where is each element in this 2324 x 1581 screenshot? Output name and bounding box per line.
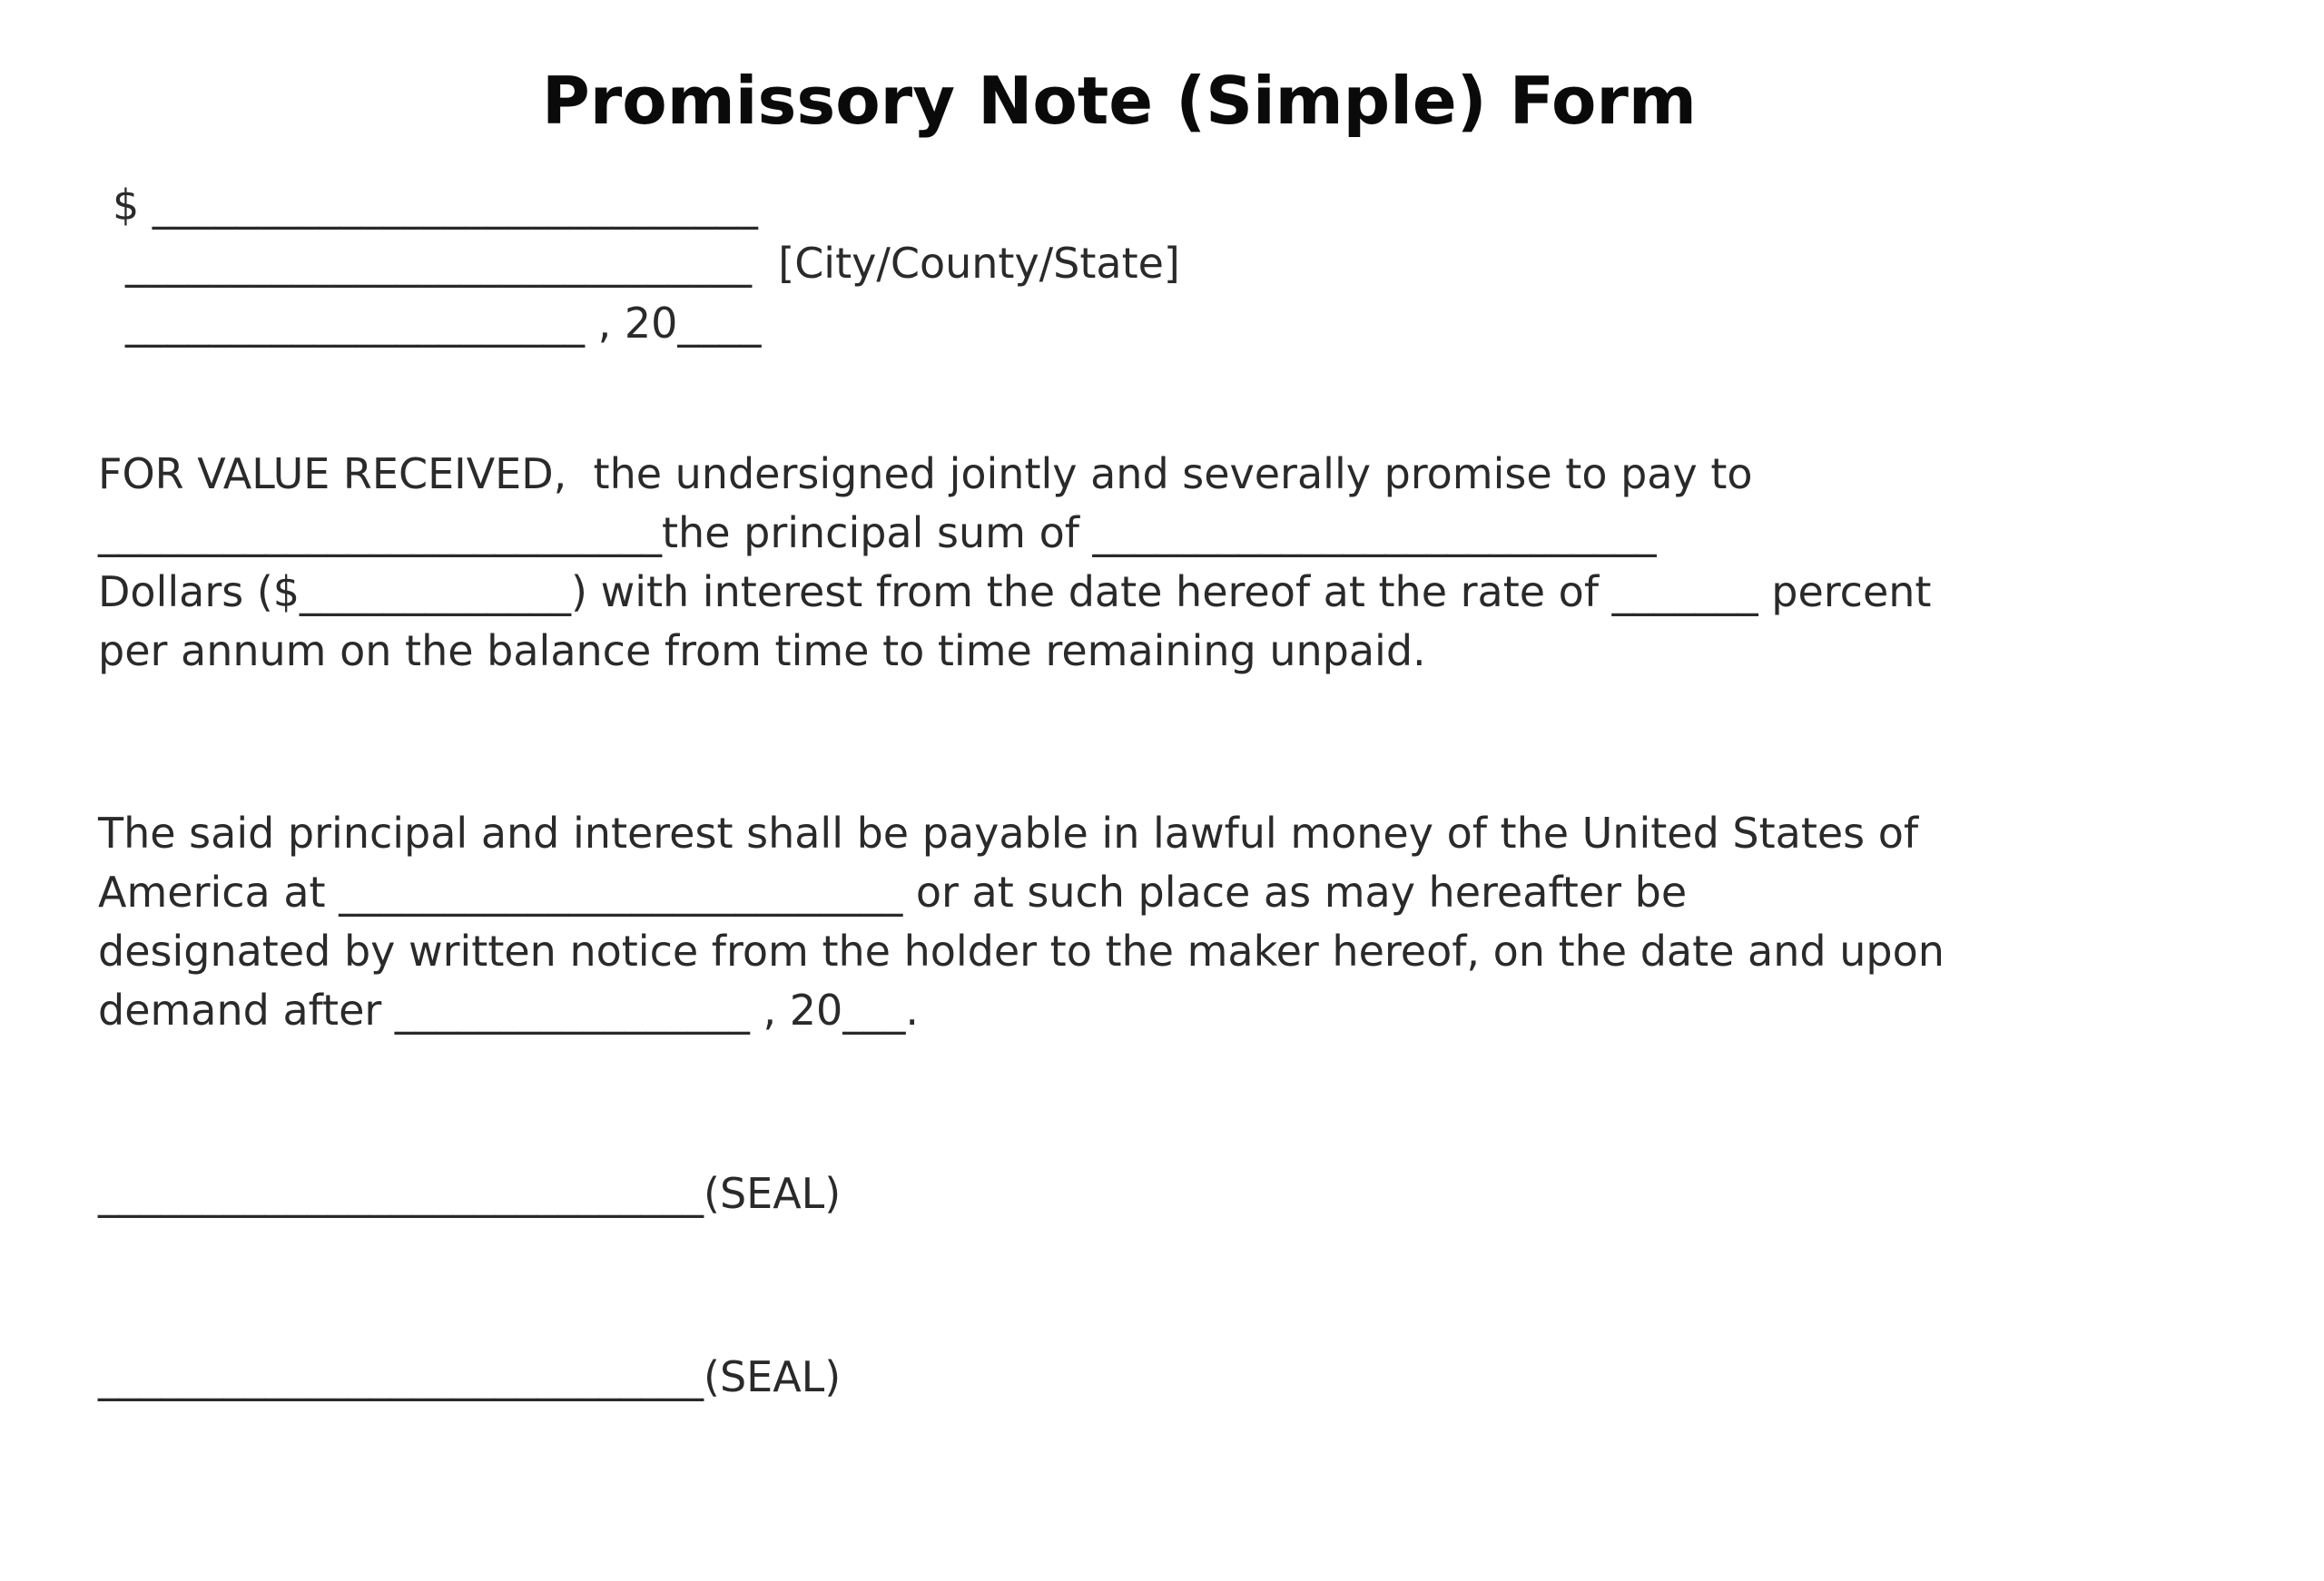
paragraph-line: demand after _________________ , 20___. xyxy=(98,986,919,1035)
signature-line-2: _____________________________(SEAL) xyxy=(98,1352,842,1401)
amount-line: $ _____________________________ xyxy=(113,181,758,230)
paragraph-line: The said principal and interest shall be payable in lawful money of the United States of xyxy=(98,809,1919,858)
paragraph-line: America at ___________________________ or at such place as may hereafter be xyxy=(98,868,1688,917)
paragraph-line: ___________________________the principal sum of ___________________________ xyxy=(98,508,1657,557)
paragraph-line: per annum on the balance from time to time remaining unpaid. xyxy=(98,626,1426,675)
date-line: ______________________ , 20____ xyxy=(125,299,762,348)
paragraph-line: FOR VALUE RECEIVED, the undersigned jointly and severally promise to pay to xyxy=(98,449,1753,498)
signature-line-1: _____________________________(SEAL) xyxy=(98,1169,842,1218)
paragraph-line: designated by written notice from the holder to the maker hereof, on the date and upon xyxy=(98,927,1945,976)
location-line: ______________________________ [City/County/State] xyxy=(125,239,1180,288)
paragraph-line: Dollars ($_____________) with interest from the date hereof at the rate of _______ percent xyxy=(98,567,1932,616)
document-title: Promissory Note (Simple) Form xyxy=(542,63,1697,139)
